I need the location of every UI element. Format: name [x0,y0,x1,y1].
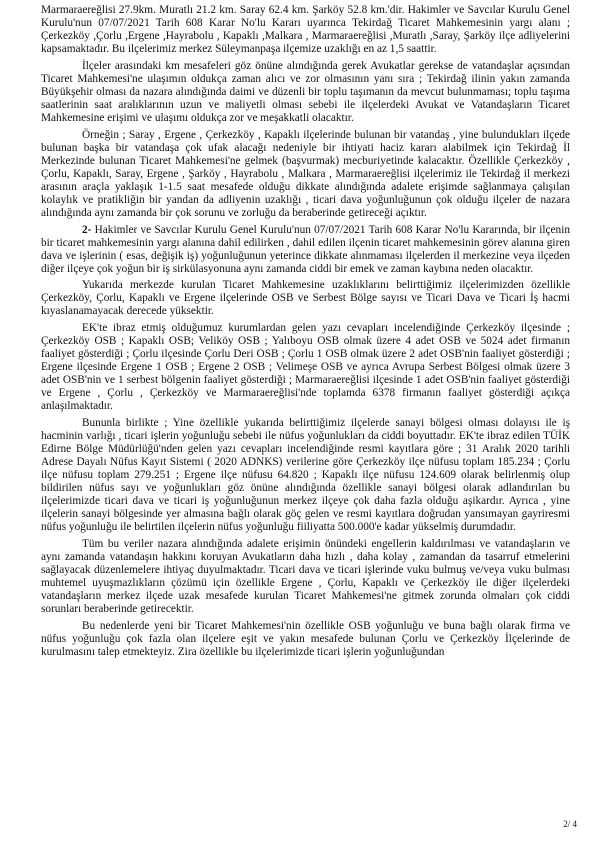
paragraph-4-text: Hakimler ve Savcılar Kurulu Genel Kurulu'nun 07/07/2021 Tarih 608 Karar No'lu Kararında, bir ilçenin bir ticaret mahkemesinin yargı alanına dahil edilirken , dahil edilen ilçenin ticaret mahkemesinin görev alanına giren dava ve işlerinin ( esas, değişik iş) yoğunluğunun yeterince dikkate alınmaması ilçelerden il merkezine veya ilçeden diğer ilçeye çok yoğun bir iş sirkülasyonuna aynı zamanda ciddi bir emek ve zaman kaybına neden olacaktır. [41,223,570,275]
item-number: 2- [82,223,92,236]
paragraph-6: EK'te ibraz etmiş olduğumuz kurumlardan gelen yazı cevapları incelendiğinde Çerkezköy ilçesinde ; Çerkezköy OSB ; Kapaklı OSB; Veliköy OSB ; Yalıboyu OSB olmak üzere 4 adet OSB ve 5024 adet firmanın faaliyet gösterdiği ; Çorlu ilçesinde Çorlu Deri OSB ; Çorlu 1 OSB olmak üzere 2 adet OSB'nin faaliyet gösterdiği ; Ergene ilçesinde Ergene 1 OSB ; Ergene 2 OSB ; Velimeşe OSB ve ayrıca Avrupa Serbest Bölgesi olmak üzere 3 adet OSB'nin ve 1 serbest bölgenin faaliyet gösterdiği ; Marmaraereğlisi ilçesinde 1 adet OSB'nin faaliyet gösterdiği ve Ergene , Çorlu , Çerkezköy ve Marmaraereğlisi'nde toplamda 6378 firmanın faaliyet gösterdiği açıkça anlaşılmaktadır. [41,322,570,413]
paragraph-4 [41,224,570,276]
paragraph-2: İlçeler arasındaki km mesafeleri göz önüne alındığında gerek Avukatlar gerekse de vatandaşlar açısından Ticaret Mahkemesi'ne ulaşımın oldukça zaman alıcı ve zor olmasının yanı sıra ; Tekirdağ ilinin yakın zamanda Büyükşehir olması da nazara alındığında daimi ve düzenli bir toplu taşımanın da mevcut bulunmaması; toplu taşıma saatlerinin saat aralıklarının uzun ve maliyetli olması sebebi ile ilçelerdeki Avukat ve Vatandaşların Ticaret Mahkemesine erişimi ve ulaşımı oldukça zor ve meşakkatli olacaktır. [41,59,570,124]
paragraph-3: Örneğin ; Saray , Ergene , Çerkezköy , Kapaklı ilçelerinde bulunan bir vatandaş , yine bulundukları ilçede bulunan başka bir vatandaşa çok ufak alacağı nedeniyle bir ihtiyati haciz kararı alabilmek için Tekirdağ İl Merkezinde bulunan Ticaret Mahkemesi'ne gelmek (başvurmak) mecburiyetinde kalacaktır. Özellikle Çerkezköy , Çorlu, Kapaklı, Saray, Ergene , Şarköy , Hayrabolu , Malkara , Marmaraereğlisi ilçelerimiz ile Tekirdağ il merkezi arasının araçla yaklaşık 1-1.5 saat mesafede olduğu dikkate alındığında adalete erişimde sağlanmaya çalışılan kolaylık ve pratikliğin bir yandan da adliyenin uzaklığı , ticari dava yoğunluğunun çok olduğu ilçeler de nazara alındığında aynı zamanda bir çok sorunu ve zorluğu da beraberinde getireceği açıktır. [41,128,570,219]
paragraph-1: Marmaraereğlisi 27.9km. Muratlı 21.2 km. Saray 62.4 km. Şarköy 52.8 km.'dir. Hakimler ve Savcılar Kurulu Genel Kurulu'nun 07/07/2021 Tarih 608 Karar No'lu Kararı uyarınca Tekirdağ Ticaret Mahkemesinin yargı alanı ; Çerkezköy ,Çorlu ,Ergene ,Hayrabolu , Kapaklı ,Malkara , Marmaraereğlisi ,Muratlı ,Saray, Şarköy ilçe adliyelerini kapsamaktadır. Bu ilçelerimiz merkez Süleymanpaşa ilçemize uzaklığı en az 1,5 saattir. [41,4,570,56]
paragraph-5: Yukarıda merkezde kurulan Ticaret Mahkemesine uzaklıklarını belirttiğimiz ilçelerimizden özellikle Çerkezköy, Çorlu, Kapaklı ve Ergene ilçelerinde OSB ve Serbest Bölge sayısı ve Ticari Dava ve Ticari İş hacmi kıyaslanamayacak derecede yüksektir. [41,279,570,318]
paragraph-7: Bununla birlikte ; Yine özellikle yukarıda belirttiğimiz ilçelerde sanayi bölgesi olması dolayısı ile iş hacminin varlığı , ticari işlerin yoğunluğu sebebi ile nüfus yoğunlukları da ciddi boyuttadır. EK'te ibraz edilen TÜİK Edirne Bölge Müdürlüğü'nden gelen yazı cevapları incelendiğinde resmi kayıtlara göre ; 31 Aralık 2020 tarihli Adrese Dayalı Nüfus Kayıt Sistemi ( 2020 ADNKS) verilerine göre Çerkezköy ilçe nüfusu toplam 185.234 ; Çorlu ilçe nüfusu toplam 279.251 ; Ergene ilçe nüfusu 64.820 ; Kapaklı ilçe nüfusu 124.609 olarak belirlenmiş olup bildirilen nüfus sayı ve yoğunlukları göz önüne alındığında özellikle sanayi bölgesi olarak adlandırılan bu ilçelerimizde ticari dava ve ticari iş yoğunluğunun merkez ilçeye çok daha fazla olduğu aşikardır. Ayrıca , yine ilçelerin sanayi bölgesinde yer almasına bağlı olarak göç gelen ve resmi kayıtlara doğrudan yansımayan gayriresmi nüfus yoğunluğu ile belirtilen ilçelerin nüfus yoğunluğu fiiliyatta 500.000'e kadar yükselmiş durumdadır. [41,416,570,534]
paragraph-9: Bu nedenlerde yeni bir Ticaret Mahkemesi'nin özellikle OSB yoğunluğu ve buna bağlı olarak firma ve nüfus yoğunluğu çok fazla olan ilçelere eşit ve yakın mesafede bulunan Çorlu ve Çerkezköy İlçelerinde de kurulmasını talep etmekteyiz. Zira özellikle bu ilçelerimizde ticari işlerin yoğunluğundan [41,619,570,658]
page-number: 2/ 4 [563,819,577,829]
paragraph-8: Tüm bu veriler nazara alındığında adalete erişimin önündeki engellerin kaldırılması ve vatandaşların ve aynı zamanda vatandaşın hakkını koruyan Avukatların daha hızlı , daha kolay , zamandan da tasarruf etmelerini sağlayacak düzenlemelere ihtiyaç duyulmaktadır. Ticari dava ve ticari işlerinde vuku bulmuş ve/veya vuku bulması muhtemel uyuşmazlıkların çözümü için özellikle Ergene , Çorlu, Kapaklı ve Çerkezköy ile diğer ilçelerdeki vatandaşların merkez ilçede uzak mesafede kurulan Ticaret Mahkemesi'ne gitmek zorunda olmaları çok ciddi sorunları beraberinde getirecektir. [41,537,570,616]
